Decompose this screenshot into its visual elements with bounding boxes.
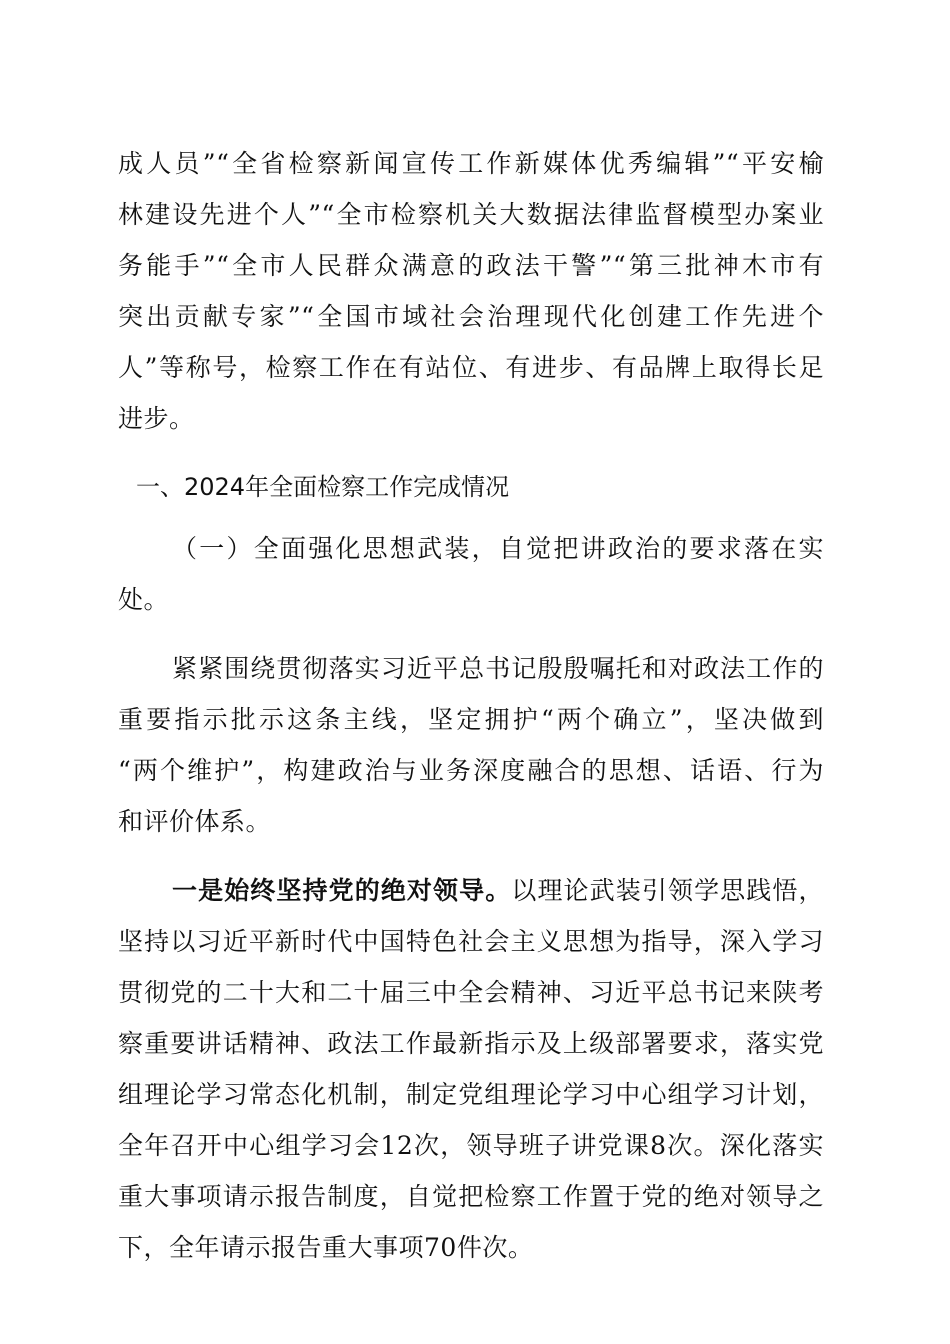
body-paragraph bbox=[118, 865, 824, 1273]
text-line: 贯彻党的二十大和二十届三中全会精神、习近平总书记来陕考 bbox=[118, 978, 824, 1007]
text-line: 务能手”“全市人民群众满意的政法干警”“第三批神木市有 bbox=[118, 251, 824, 280]
text-line: 坚持以习近平新时代中国特色社会主义思想为指导，深入学习 bbox=[118, 927, 824, 956]
text-line: 察重要讲话精神、政法工作最新指示及上级部署要求，落实党 bbox=[118, 1029, 824, 1058]
body-paragraph bbox=[118, 643, 824, 847]
text-line: 进步。 bbox=[118, 404, 195, 433]
subsection-heading bbox=[118, 523, 824, 625]
text-line: 下，全年请示报告重大事项70件次。 bbox=[118, 1233, 534, 1262]
text-line: 重要指示批示这条主线，坚定拥护“两个确立”，坚决做到 bbox=[118, 705, 824, 734]
text-line: 和评价体系。 bbox=[118, 807, 272, 836]
intro-paragraph bbox=[118, 138, 824, 444]
text-line: 处。 bbox=[118, 585, 170, 614]
text-line: 全年召开中心组学习会12次，领导班子讲党课8次。深化落实 bbox=[118, 1131, 824, 1160]
text-line: 林建设先进个人”“全市检察机关大数据法律监督模型办案业 bbox=[118, 200, 824, 229]
document-page bbox=[118, 138, 824, 1273]
text-line: 重大事项请示报告制度，自觉把检察工作置于党的绝对领导之 bbox=[118, 1182, 824, 1211]
text-line: 人”等称号，检察工作在有站位、有进步、有品牌上取得长足 bbox=[118, 353, 824, 382]
lead-bold-text: 一是始终坚持党的绝对领导。 bbox=[172, 876, 512, 905]
text-line bbox=[118, 865, 824, 916]
text-line: 紧紧围绕贯彻落实习近平总书记殷殷嘱托和对政法工作的 bbox=[172, 654, 824, 683]
text-line: “两个维护”，构建政治与业务深度融合的思想、话语、行为 bbox=[118, 756, 824, 785]
text-line: （一）全面强化思想武装，自觉把讲政治的要求落在实 bbox=[172, 534, 824, 563]
text-line: 成人员”“全省检察新闻宣传工作新媒体优秀编辑”“平安榆 bbox=[118, 149, 824, 178]
text-line: 突出贡献专家”“全国市域社会治理现代化创建工作先进个 bbox=[118, 302, 824, 331]
text-line: 组理论学习常态化机制，制定党组理论学习中心组学习计划， bbox=[118, 1080, 824, 1109]
section-heading: 一、2024年全面检察工作完成情况 bbox=[136, 473, 510, 501]
lead-text: 以理论武装引领学思践悟， bbox=[511, 876, 824, 905]
